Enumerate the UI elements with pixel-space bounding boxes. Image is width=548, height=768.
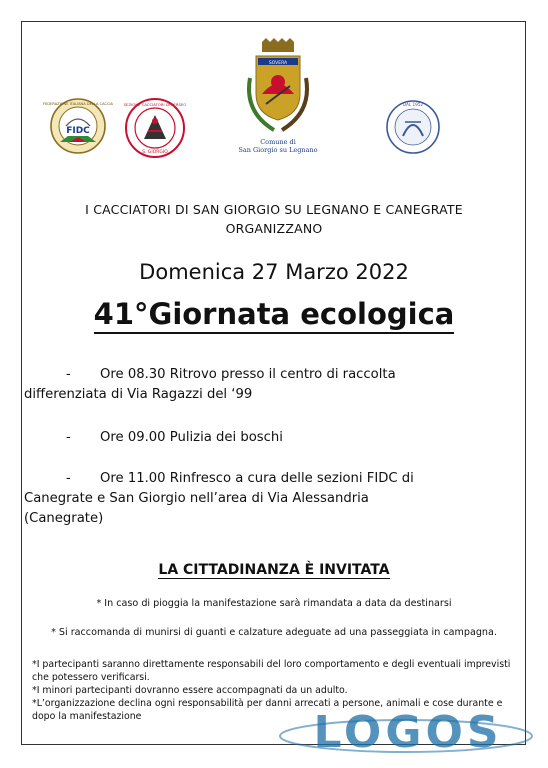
crest-caption-line1: Comune di: [260, 138, 296, 146]
schedule-line: (Canegrate): [24, 511, 104, 526]
sezione-emblem-icon: [124, 97, 186, 159]
schedule-line: Ore 11.00 Rinfresco a cura delle sezioni FIDC di: [100, 471, 414, 486]
seal-label: DAL 1952: [402, 102, 424, 107]
crest-caption-line2: San Giorgio su Legnano: [238, 146, 318, 154]
fineprint-item: *I partecipanti saranno direttamente responsabili del loro comportamento e degli eventuali imprevisti che potessero verificarsi.: [32, 659, 511, 683]
schedule-item: [24, 365, 446, 405]
seal-emblem-icon: [385, 98, 441, 156]
schedule-item: [66, 428, 446, 448]
gear-note: * Si raccomanda di munirsi di guanti e calzature adeguate ad una passeggiata in campagna.: [51, 627, 497, 638]
comune-crest: [240, 38, 316, 138]
schedule-line: Ore 09.00 Pulizia dei boschi: [100, 430, 283, 445]
schedule-dash: -: [66, 471, 71, 486]
fineprint-item: *I minori partecipanti dovranno essere accompagnati da un adulto.: [32, 685, 348, 696]
crest-banner-label: SOVERA: [268, 61, 288, 66]
organizers-heading: [30, 200, 518, 238]
event-title-text: 41°Giornata ecologica: [94, 297, 455, 334]
schedule-dash: -: [66, 367, 71, 382]
crest-icon: [240, 38, 316, 138]
rain-note: * In caso di pioggia la manifestazione sarà rimandata a data da destinarsi: [96, 598, 452, 609]
fidc-ring-label: FEDERAZIONE ITALIANA DELLA CACCIA: [42, 102, 114, 106]
schedule-line: differenziata di Via Ragazzi del ‘99: [24, 387, 253, 402]
sezione-ring-label: SEZIONE CACCIATORI DI PERSEO: [123, 102, 187, 107]
fidc-logo: [42, 96, 114, 156]
schedule-dash: -: [66, 430, 71, 445]
schedule-line: Canegrate e San Giorgio nell’area di Via Alessandria: [24, 491, 369, 506]
schedule-item: [24, 469, 446, 529]
event-title: [30, 297, 518, 331]
right-seal-logo: [385, 98, 441, 156]
logos-watermark: [276, 700, 540, 762]
fidc-emblem-icon: [42, 96, 114, 156]
crest-caption: [228, 138, 328, 154]
organizers-line1: I CACCIATORI DI SAN GIORGIO SU LEGNANO E CANEGRATE: [85, 202, 463, 217]
sezione-bottom-label: S. GIORGIO: [142, 150, 168, 155]
watermark-text: LOGOS: [313, 707, 503, 758]
schedule-line: Ore 08.30 Ritrovo presso il centro di raccolta: [100, 367, 396, 382]
sezione-logo: [124, 97, 186, 159]
invite-heading: [30, 562, 518, 578]
watermark-icon: [276, 700, 540, 762]
fidc-short-label: FIDC: [66, 126, 90, 136]
fineprint-item: *L’organizzazione declina ogni responsabilità per danni arrecati a persone, animali e cose durante e dopo la manifestazione: [32, 698, 503, 722]
organizers-line2: ORGANIZZANO: [225, 221, 323, 236]
event-date: Domenica 27 Marzo 2022: [139, 260, 409, 284]
invite-text: LA CITTADINANZA È INVITATA: [158, 562, 390, 578]
